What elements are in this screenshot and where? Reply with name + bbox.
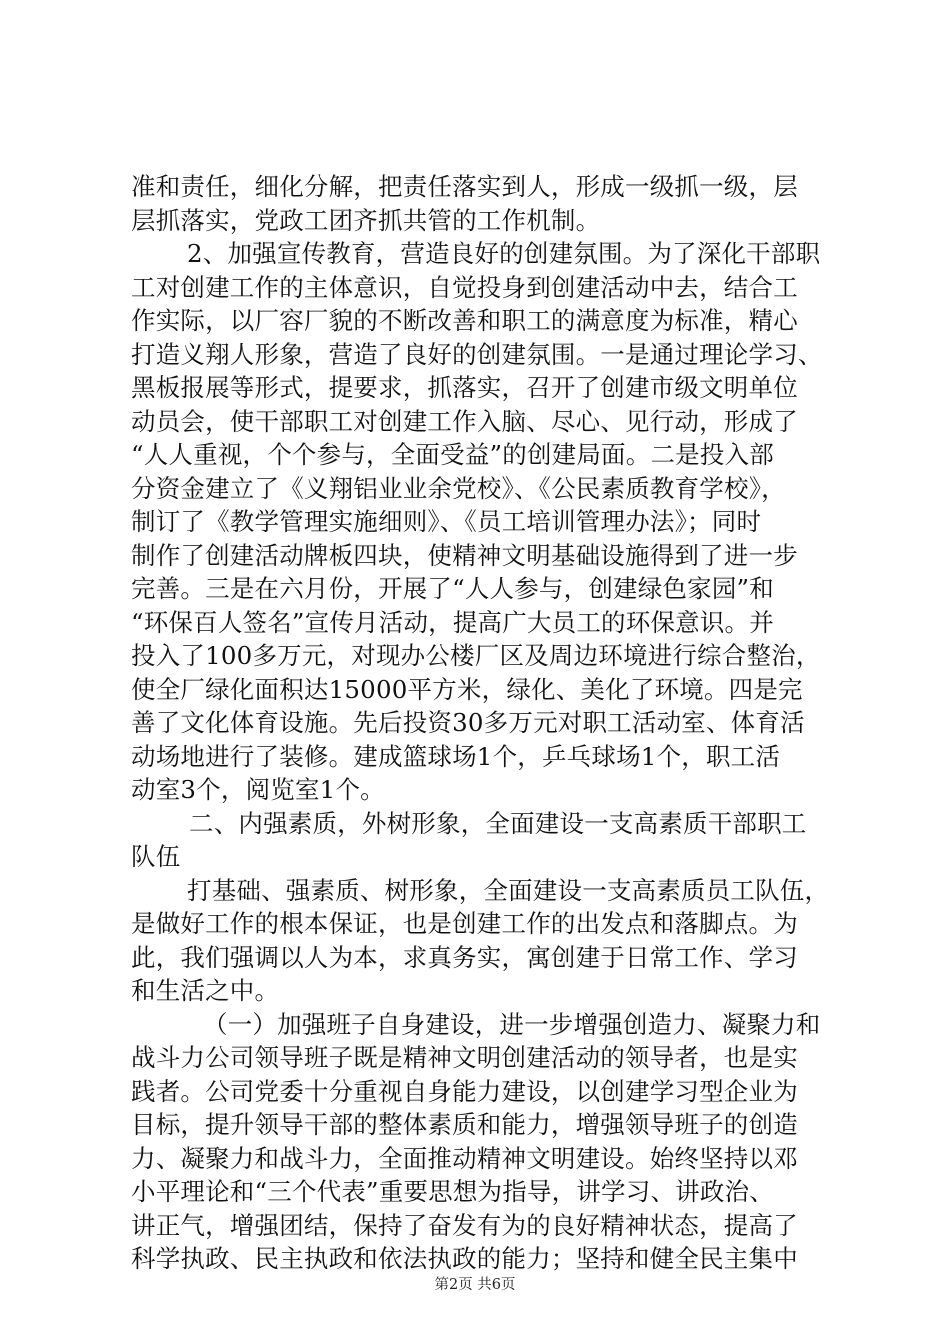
text-line: 制作了创建活动牌板四块，使精神文明基础设施得到了进一步: [131, 540, 798, 570]
text-line: 黑板报展等形式，提要求，抓落实，召开了创建市级文明单位: [131, 373, 798, 402]
text-line: 小平理论和“三个代表”重要思想为指导，讲学习、讲政治、: [131, 1177, 774, 1206]
text-line: 动室3个，阅览室1个。: [131, 775, 385, 804]
text-line: 践者。公司党委十分重视自身能力建设，以创建学习型企业为: [131, 1076, 798, 1106]
text-line: 完善。三是在六月份，开展了“人人参与，创建绿色家园”和: [131, 574, 774, 603]
text-line: 和生活之中。: [131, 976, 280, 1005]
text-line: 讲正气，增强团结，保持了奋发有为的良好精神状态，提高了: [131, 1210, 798, 1240]
text-line: 打造义翔人形象，营造了良好的创建氛围。一是通过理论学习、: [131, 339, 823, 369]
text-line: 科学执政、民主执政和依法执政的能力；坚持和健全民主集中: [131, 1244, 798, 1273]
text-line: 战斗力公司领导班子既是精神文明创建活动的领导者，也是实: [131, 1043, 798, 1072]
text-line: 是做好工作的根本保证，也是创建工作的出发点和落脚点。为: [131, 909, 798, 938]
paragraph-start-line: 2、加强宣传教育，营造良好的创建氛围。为了深化干部职: [187, 239, 821, 268]
text-line: 分资金建立了《义翔铝业业余党校》、《公民素质教育学校》，: [131, 473, 786, 503]
section-heading-line: 队伍: [131, 842, 181, 871]
paragraph-start-line: 打基础、强素质、树形象，全面建设一支高素质员工队伍，: [187, 875, 830, 905]
section-heading-line: 二、内强素质，外树形象，全面建设一支高素质干部职工: [189, 808, 807, 838]
text-line: 善了文化体育设施。先后投资30多万元对职工活动室、体育活: [131, 708, 805, 737]
text-line: 工对创建工作的主体意识，自觉投身到创建活动中去，结合工: [131, 272, 798, 302]
text-line: 目标，提升领导干部的整体素质和能力，增强领导班子的创造: [131, 1110, 798, 1139]
text-line: 动场地进行了装修。建成篮球场1个，乒乓球场1个，职工活: [131, 741, 781, 771]
text-line: 此，我们强调以人为本，求真务实，寓创建于日常工作、学习: [131, 942, 798, 972]
text-line: 使全厂绿化面积达15000平方米，绿化、美化了环境。四是完: [131, 674, 803, 704]
page-footer: [0, 1275, 950, 1295]
text-line: 投入了100多万元，对现办公楼厂区及周边环境进行综合整治，: [131, 641, 821, 670]
text-line: 准和责任，细化分解，把责任落实到人，形成一级抓一级，层: [131, 172, 798, 201]
page-indicator: 第2页 共6页: [434, 1277, 516, 1293]
text-line: 动员会，使干部职工对创建工作入脑、尽心、见行动，形成了: [131, 406, 798, 436]
text-line: 力、凝聚力和战斗力，全面推动精神文明建设。始终坚持以邓: [131, 1143, 798, 1173]
document-body: [131, 170, 831, 1276]
text-line: 作实际，以厂容厂貌的不断改善和职工的满意度为标准，精心: [131, 306, 798, 335]
subsection-heading-line: （一）加强班子自身建设，进一步增强创造力、凝聚力和: [203, 1009, 821, 1039]
text-line: 层抓落实，党政工团齐抓共管的工作机制。: [131, 205, 601, 235]
text-line: 制订了《教学管理实施细则》、《员工培训管理办法》；同时: [131, 507, 762, 536]
text-line: “环保百人签名”宣传月活动，提高广大员工的环保意识。并: [131, 607, 774, 637]
text-line: “人人重视，个个参与，全面受益”的创建局面。二是投入部: [131, 440, 774, 469]
